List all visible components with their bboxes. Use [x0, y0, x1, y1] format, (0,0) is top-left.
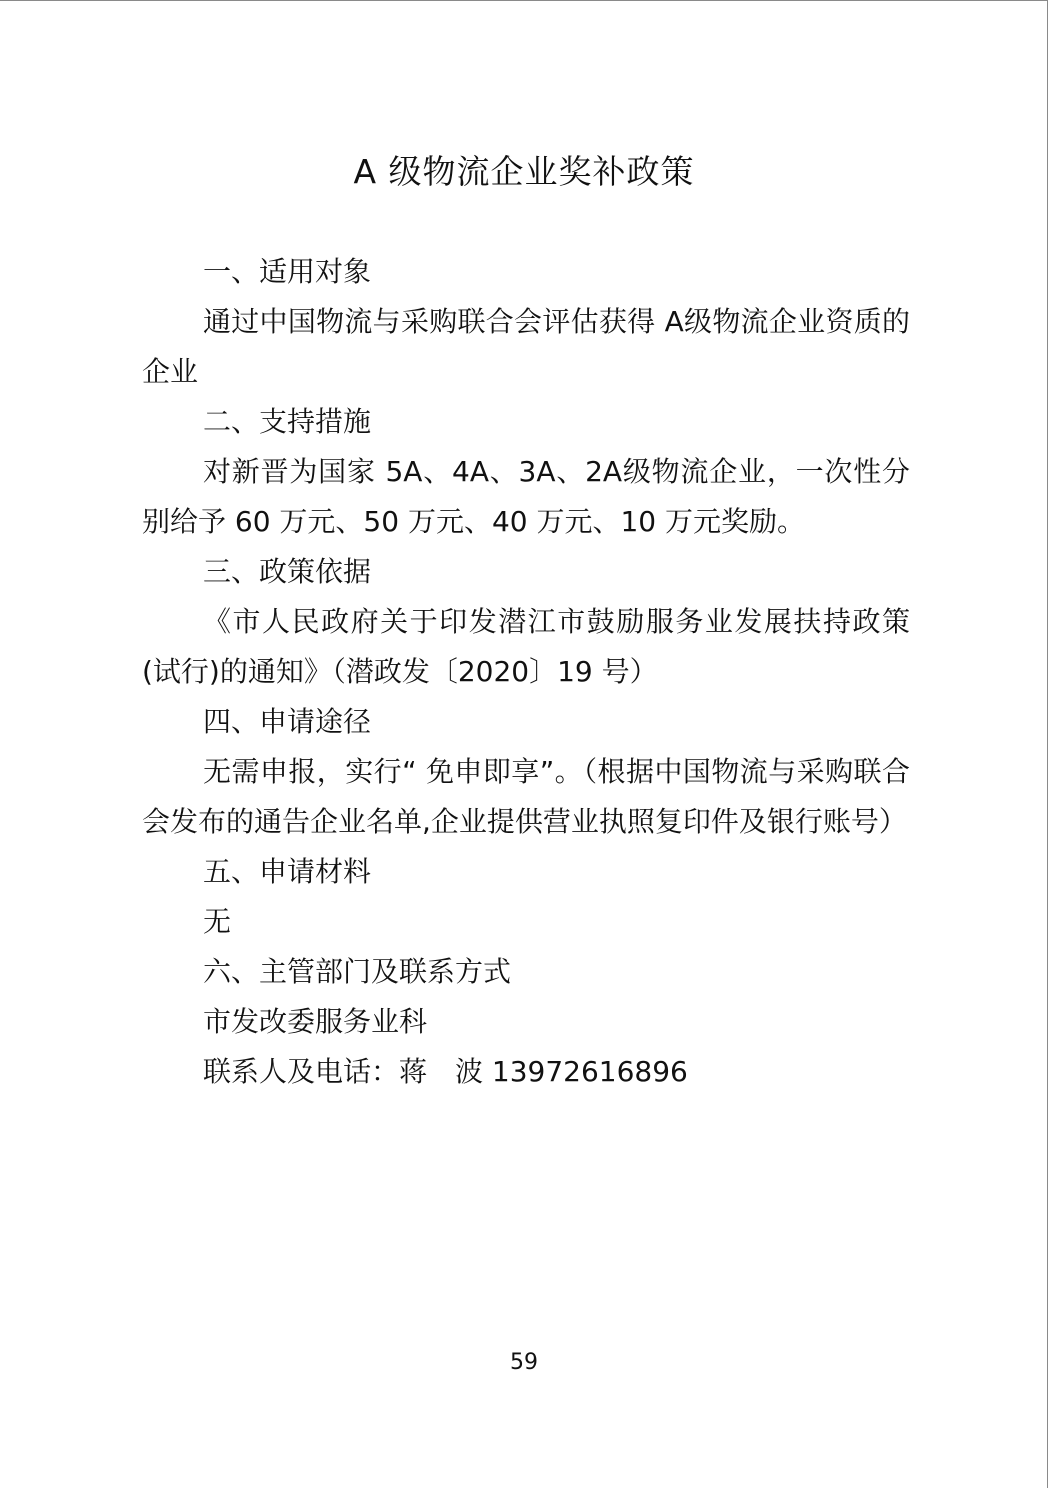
paragraph-application-channel: 无需申报，实行“ 免申即享”。（根据中国物流与采购联合会发布的通告企业名单,企业提供营业执照复印件及银行账号） [142, 755, 910, 838]
paragraph-applicable-objects: 通过中国物流与采购联合会评估获得 A级物流企业资质的企业 [142, 305, 910, 388]
heading-support-measures: 二、支持措施 [203, 405, 372, 438]
document-title: A 级物流企业奖补政策 [353, 152, 695, 191]
document-body [142, 247, 910, 1097]
heading-applicable-objects: 一、适用对象 [203, 255, 372, 288]
paragraph-contact-phone: 联系人及电话：蒋 波 13972616896 [203, 1055, 688, 1088]
paragraph-support-measures: 对新晋为国家 5A、4A、3A、2A级物流企业，一次性分别给予 60 万元、50 万元、40 万元、10 万元奖励。 [142, 455, 910, 538]
paragraph-policy-basis: 《市人民政府关于印发潜江市鼓励服务业发展扶持政策(试行)的通知》（潜政发〔2020〕19 号） [142, 605, 910, 688]
paragraph-application-materials: 无 [203, 905, 232, 938]
page-number: 59 [510, 1350, 538, 1375]
heading-application-channel: 四、申请途径 [203, 705, 372, 738]
heading-application-materials: 五、申请材料 [203, 855, 372, 888]
heading-policy-basis: 三、政策依据 [203, 555, 372, 588]
heading-department-contact: 六、主管部门及联系方式 [203, 955, 512, 988]
paragraph-department: 市发改委服务业科 [203, 1005, 428, 1038]
